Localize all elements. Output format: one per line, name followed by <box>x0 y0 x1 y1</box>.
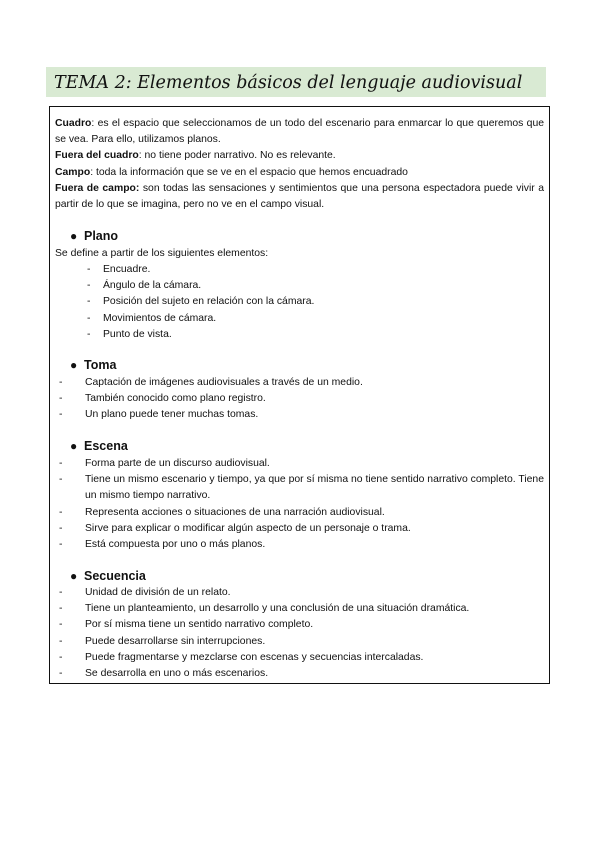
dash-icon: - <box>59 619 63 631</box>
section-heading-text: Plano <box>84 229 119 243</box>
list-item: - Encuadre. <box>55 262 544 278</box>
plano-intro: Se define a partir de los siguientes elementos: <box>55 248 269 259</box>
dash-icon: - <box>59 409 63 421</box>
content-box <box>49 106 550 684</box>
section-heading-plano <box>70 228 118 244</box>
definitions <box>55 116 544 213</box>
list-item: - Unidad de división de un relato. <box>55 585 544 601</box>
dash-icon: - <box>59 393 63 405</box>
dash-icon: - <box>59 587 63 598</box>
toma-list <box>55 375 544 424</box>
dash-icon: - <box>59 668 63 680</box>
dash-icon: - <box>59 522 63 534</box>
list-item: - Tiene un planteamiento, un desarrollo y una conclusión de una situación dramática. <box>55 601 544 617</box>
list-item: - Por sí misma tiene un sentido narrativo completo. <box>55 617 544 633</box>
dash-icon: - <box>59 603 63 615</box>
list-item: - Posición del sujeto en relación con la cámara. <box>55 294 544 310</box>
list-item: - Ángulo de la cámara. <box>55 278 544 294</box>
dash-icon: - <box>59 651 63 663</box>
definition-cuadro <box>55 116 544 148</box>
definition-campo <box>55 165 544 181</box>
dash-icon: - <box>59 635 63 647</box>
section-heading-secuencia <box>70 568 146 584</box>
dash-icon: - <box>59 474 63 486</box>
definition-text: son todas las sensaciones y sentimientos que una persona espectadora puede vivir a partir de lo que se imagina, pero no ve en el campo visual. <box>55 182 544 211</box>
list-item: - Puede fragmentarse y mezclarse con escenas y secuencias intercaladas. <box>55 650 544 666</box>
dash-icon: - <box>87 296 91 308</box>
definition-term: Fuera de campo: <box>55 182 140 194</box>
secuencia-list <box>55 585 544 682</box>
definition-text: : toda la información que se ve en el espacio que hemos encuadrado <box>90 166 408 178</box>
dash-icon: - <box>87 312 91 324</box>
page-title: TEMA 2: Elementos básicos del lenguaje audiovisual <box>54 73 523 93</box>
list-item: - Tiene un mismo escenario y tiempo, ya que por sí misma no tiene sentido narrativo completo. Tiene un mismo tiempo narrativo. <box>59 474 544 502</box>
dash-icon: - <box>59 539 63 551</box>
dash-icon: - <box>87 264 91 275</box>
definition-fuera-de-campo <box>55 181 544 213</box>
dash-icon: - <box>59 377 63 388</box>
plano-list <box>55 262 544 343</box>
list-item: - Puede desarrollarse sin interrupciones. <box>55 634 544 650</box>
list-item: - Se desarrolla en uno o más escenarios. <box>55 666 544 682</box>
escena-list <box>55 456 544 553</box>
section-heading-text: Secuencia <box>84 569 146 583</box>
title-bar <box>46 67 546 97</box>
list-item: - Representa acciones o situaciones de una narración audiovisual. <box>55 505 544 521</box>
bullet-icon: ● <box>70 569 78 583</box>
list-item: - Está compuesta por uno o más planos. <box>55 537 544 553</box>
bullet-icon: ● <box>70 358 78 372</box>
dash-icon: - <box>87 280 91 292</box>
definition-term: Campo <box>55 166 91 178</box>
dash-icon: - <box>87 328 91 340</box>
section-heading-toma <box>70 357 116 373</box>
list-item: - Movimientos de cámara. <box>55 311 544 327</box>
definition-text: : no tiene poder narrativo. No es relevante. <box>138 150 336 162</box>
dash-icon: - <box>59 506 63 518</box>
definition-term: Cuadro <box>55 118 92 129</box>
bullet-icon: ● <box>70 439 78 453</box>
bullet-icon: ● <box>70 229 78 243</box>
section-heading-text: Toma <box>84 358 117 372</box>
list-item: - Forma parte de un discurso audiovisual. <box>55 456 544 472</box>
list-item: - También conocido como plano registro. <box>55 391 544 407</box>
dash-icon: - <box>59 458 63 469</box>
list-item: - Un plano puede tener muchas tomas. <box>55 407 544 423</box>
definition-text: : es el espacio que seleccionamos de un todo del escenario para enmarcar lo que queremos que se vea. Para ello, utilizamos planos. <box>55 118 544 146</box>
list-item: - Punto de vista. <box>55 327 544 343</box>
definition-fuera-del-cuadro <box>55 148 544 164</box>
definition-term: Fuera del cuadro <box>55 150 139 162</box>
list-item: - Sirve para explicar o modificar algún aspecto de un personaje o trama. <box>55 521 544 537</box>
section-heading-escena <box>70 438 128 454</box>
list-item: - Captación de imágenes audiovisuales a través de un medio. <box>55 375 544 391</box>
section-heading-text: Escena <box>84 439 128 453</box>
